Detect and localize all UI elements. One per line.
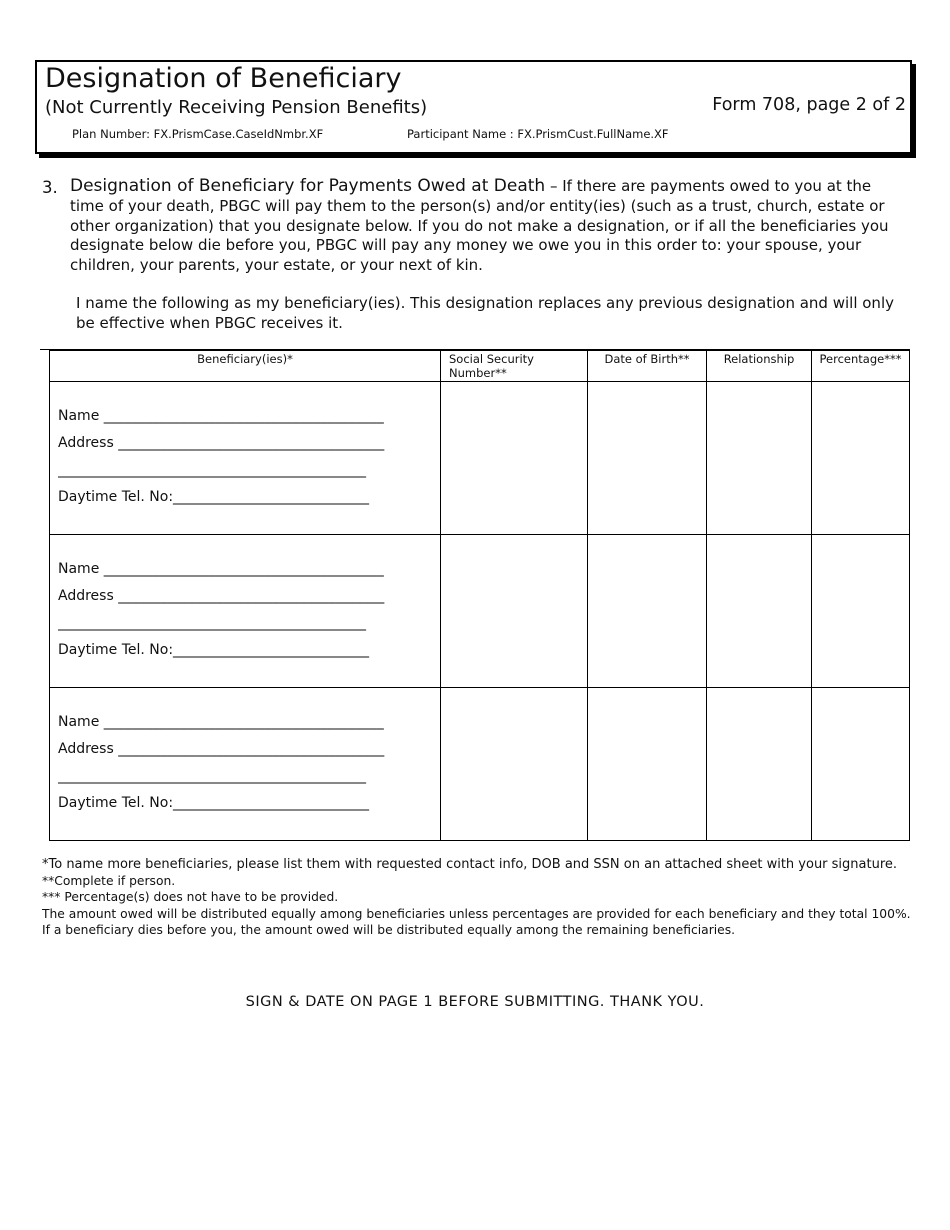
section-paragraph <box>70 177 900 276</box>
percentage-cell[interactable] <box>812 382 910 535</box>
dob-cell[interactable] <box>588 535 707 688</box>
footnote-equal-distribution: The amount owed will be distributed equally among beneficiaries unless percentages are provided for each beneficiary and they total 100%. <box>42 906 911 921</box>
percentage-cell[interactable] <box>812 535 910 688</box>
beneficiary-row <box>50 535 910 688</box>
address-field[interactable]: Address ______________________________________ <box>58 588 385 604</box>
name-field[interactable]: Name ________________________________________ <box>58 714 384 730</box>
beneficiary-info-cell <box>50 535 441 688</box>
form-page-id: Form 708, page 2 of 2 <box>712 95 906 115</box>
address-line2-field[interactable]: ____________________________________________ <box>58 768 366 784</box>
beneficiary-row <box>50 382 910 535</box>
footnote-more-beneficiaries: *To name more beneficiaries, please list them with requested contact info, DOB and SSN on an attached sheet with your signature. <box>42 857 898 872</box>
dob-cell[interactable] <box>588 382 707 535</box>
phone-field[interactable]: Daytime Tel. No:____________________________ <box>58 489 370 505</box>
percentage-cell[interactable] <box>812 688 910 841</box>
col-header-ssn: Social Security Number** <box>441 351 588 382</box>
ssn-cell[interactable] <box>441 535 588 688</box>
relationship-cell[interactable] <box>707 382 812 535</box>
relationship-cell[interactable] <box>707 535 812 688</box>
name-field[interactable]: Name ________________________________________ <box>58 561 384 577</box>
footnote-beneficiary-dies: If a beneficiary dies before you, the amount owed will be distributed equally among the remaining beneficiaries. <box>42 922 736 937</box>
address-field[interactable]: Address ______________________________________ <box>58 741 385 757</box>
beneficiary-info-cell <box>50 382 441 535</box>
participant-name: Participant Name : FX.PrismCust.FullName.XF <box>407 127 669 141</box>
col-header-beneficiary: Beneficiary(ies)* <box>50 351 441 382</box>
section-number: 3. <box>42 178 58 197</box>
section-body: – If there are payments owed to you at the time of your death, PBGC will pay them to the person(s) and/or entity(ies) (such as a trust, church, estate or other organization) that you designate below. If you do not make a designation, or if all the beneficiaries you designate below die before you, PBGC will pay any money we owe you in this order to: your spouse, your children, your parents, your estate, or your next of kin. <box>70 177 889 275</box>
sign-instruction: SIGN & DATE ON PAGE 1 BEFORE SUBMITTING. THANK YOU. <box>245 994 705 1010</box>
address-field[interactable]: Address ______________________________________ <box>58 435 385 451</box>
footnotes <box>42 857 912 938</box>
phone-field[interactable]: Daytime Tel. No:____________________________ <box>58 642 370 658</box>
beneficiary-row <box>50 688 910 841</box>
footnote-complete-if-person: **Complete if person. <box>42 874 176 889</box>
plan-number: Plan Number: FX.PrismCase.CaseIdNmbr.XF <box>72 127 324 141</box>
col-header-dob: Date of Birth** <box>588 351 707 382</box>
col-header-relationship: Relationship <box>707 351 812 382</box>
phone-field[interactable]: Daytime Tel. No:____________________________ <box>58 795 370 811</box>
table-header-row <box>50 351 910 382</box>
beneficiary-info-cell <box>50 688 441 841</box>
name-field[interactable]: Name ________________________________________ <box>58 408 384 424</box>
relationship-cell[interactable] <box>707 688 812 841</box>
form-subtitle: (Not Currently Receiving Pension Benefits) <box>45 97 428 118</box>
beneficiary-table <box>49 350 910 841</box>
col-header-percentage: Percentage*** <box>812 351 910 382</box>
address-line2-field[interactable]: ____________________________________________ <box>58 462 366 478</box>
form-header <box>35 60 912 154</box>
footnote-percentage-optional: *** Percentage(s) does not have to be provided. <box>42 890 339 905</box>
designation-intro: I name the following as my beneficiary(ies). This designation replaces any previous designation and will only be effective when PBGC receives it. <box>76 294 894 332</box>
ssn-cell[interactable] <box>441 688 588 841</box>
form-title: Designation of Beneficiary <box>45 63 402 94</box>
ssn-cell[interactable] <box>441 382 588 535</box>
dob-cell[interactable] <box>588 688 707 841</box>
address-line2-field[interactable]: ____________________________________________ <box>58 615 366 631</box>
section-heading: Designation of Beneficiary for Payments Owed at Death <box>70 176 546 196</box>
